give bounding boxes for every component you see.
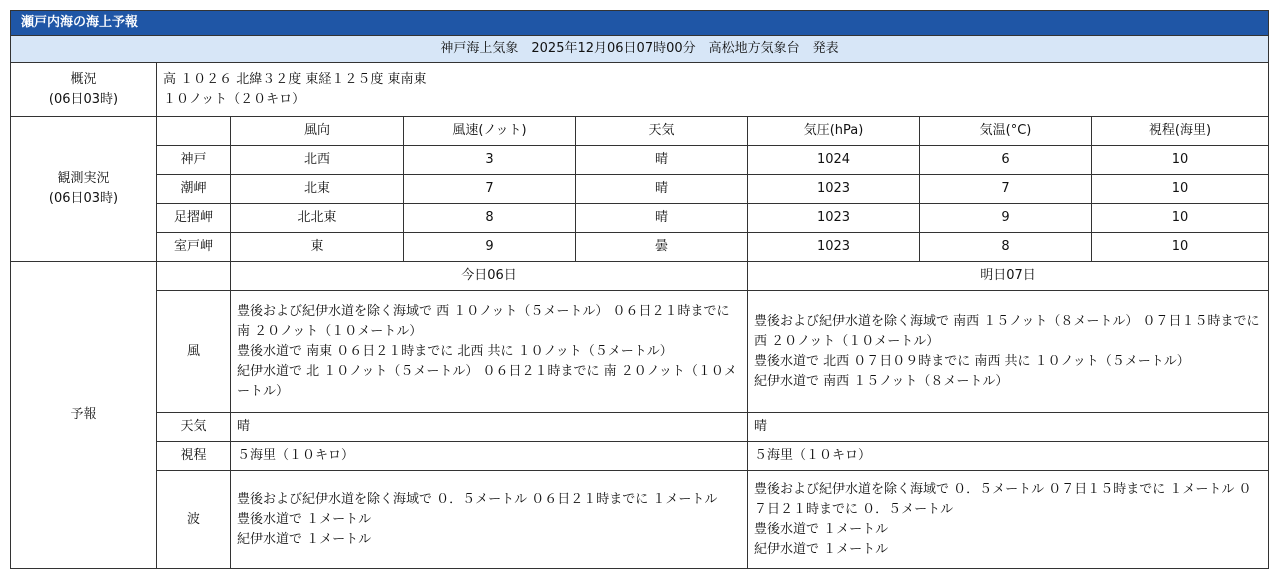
weather: 晴 bbox=[576, 146, 748, 175]
header-wind-direction: 風向 bbox=[231, 117, 404, 146]
visibility: 10 bbox=[1092, 146, 1269, 175]
tomorrow-wave-line: 豊後および紀伊水道を除く海域で ０．５メートル ０７日１５時までに １メートル ０７日２１時までに ０．５メートル bbox=[754, 481, 1252, 517]
forecast-today-header: 今日06日 bbox=[231, 262, 748, 291]
wave-row-label: 波 bbox=[157, 471, 231, 569]
wind-direction: 北北東 bbox=[231, 204, 404, 233]
forecast-header-blank bbox=[157, 262, 231, 291]
header-pressure: 気圧(hPa) bbox=[748, 117, 920, 146]
today-wind-line: 豊後および紀伊水道を除く海域で 西 １０ノット（５メートル） ０６日２１時までに 南 ２０ノット（１０メートル） bbox=[237, 303, 730, 339]
pressure: 1023 bbox=[748, 204, 920, 233]
wind-row-label: 風 bbox=[157, 291, 231, 413]
observations-label: 観測実況 bbox=[57, 171, 110, 186]
overview-time: (06日03時) bbox=[48, 91, 119, 107]
table-row bbox=[11, 146, 1269, 175]
forecast-table bbox=[10, 10, 1269, 569]
overview-label: 概況 bbox=[70, 71, 97, 87]
pressure: 1024 bbox=[748, 146, 920, 175]
observations-label-cell bbox=[11, 117, 157, 262]
overview-label-cell bbox=[11, 63, 157, 117]
today-wave-line: 豊後水道で １メートル bbox=[237, 511, 372, 527]
observations-time: (06日03時) bbox=[48, 191, 119, 206]
tomorrow-wind bbox=[748, 291, 1269, 413]
header-visibility: 視程(海里) bbox=[1092, 117, 1269, 146]
forecast-label: 予報 bbox=[11, 262, 157, 569]
header-wind-speed: 風速(ノット) bbox=[404, 117, 576, 146]
today-weather: 晴 bbox=[231, 413, 748, 442]
issue-info: 神戸海上気象 2025年12月06日07時00分 高松地方気象台 発表 bbox=[11, 36, 1269, 63]
marine-forecast bbox=[10, 10, 1268, 569]
tomorrow-wave bbox=[748, 471, 1269, 569]
tomorrow-wind-line: 豊後および紀伊水道を除く海域で 南西 １５ノット（８メートル） ０７日１５時までに 西 ２０ノット（１０メートル） bbox=[754, 313, 1260, 349]
visibility: 10 bbox=[1092, 204, 1269, 233]
wind-direction: 北西 bbox=[231, 146, 404, 175]
table-row bbox=[11, 204, 1269, 233]
tomorrow-weather: 晴 bbox=[748, 413, 1269, 442]
table-row bbox=[11, 175, 1269, 204]
weather: 曇 bbox=[576, 233, 748, 262]
today-visibility: ５海里（１０キロ） bbox=[231, 442, 748, 471]
table-row bbox=[11, 233, 1269, 262]
today-wind-line: 紀伊水道で 北 １０ノット（５メートル） ０６日２１時までに 南 ２０ノット（１０メートル） bbox=[237, 363, 737, 399]
temperature: 6 bbox=[920, 146, 1092, 175]
header-temperature: 気温(°C) bbox=[920, 117, 1092, 146]
today-wind-line: 豊後水道で 南東 ０６日２１時までに 北西 共に １０ノット（５メートル） bbox=[237, 343, 673, 359]
visibility-row-label: 視程 bbox=[157, 442, 231, 471]
tomorrow-wind-line: 豊後水道で 北西 ０７日０９時までに 南西 共に １０ノット（５メートル） bbox=[754, 353, 1190, 369]
station-name: 足摺岬 bbox=[157, 204, 231, 233]
weather-row-label: 天気 bbox=[157, 413, 231, 442]
pressure: 1023 bbox=[748, 175, 920, 204]
tomorrow-wind-line: 紀伊水道で 南西 １５ノット（８メートル） bbox=[754, 373, 1009, 389]
tomorrow-wave-line: 紀伊水道で １メートル bbox=[754, 541, 889, 557]
weather: 晴 bbox=[576, 175, 748, 204]
visibility: 10 bbox=[1092, 175, 1269, 204]
wind-speed: 8 bbox=[404, 204, 576, 233]
tomorrow-wave-line: 豊後水道で １メートル bbox=[754, 521, 889, 537]
forecast-tomorrow-header: 明日07日 bbox=[748, 262, 1269, 291]
visibility: 10 bbox=[1092, 233, 1269, 262]
wind-speed: 9 bbox=[404, 233, 576, 262]
station-name: 潮岬 bbox=[157, 175, 231, 204]
wind-direction: 北東 bbox=[231, 175, 404, 204]
overview-line: 高 １０２６ 北緯３２度 東経１２５度 東南東 bbox=[163, 71, 427, 87]
weather: 晴 bbox=[576, 204, 748, 233]
wind-speed: 7 bbox=[404, 175, 576, 204]
station-header-blank bbox=[157, 117, 231, 146]
header-weather: 天気 bbox=[576, 117, 748, 146]
today-wave-line: 紀伊水道で １メートル bbox=[237, 531, 372, 547]
station-name: 神戸 bbox=[157, 146, 231, 175]
page-title: 瀬戸内海の海上予報 bbox=[11, 11, 1269, 36]
station-name: 室戸岬 bbox=[157, 233, 231, 262]
tomorrow-visibility: ５海里（１０キロ） bbox=[748, 442, 1269, 471]
today-wave-line: 豊後および紀伊水道を除く海域で ０．５メートル ０６日２１時までに １メートル bbox=[237, 491, 718, 507]
temperature: 7 bbox=[920, 175, 1092, 204]
today-wind bbox=[231, 291, 748, 413]
wind-direction: 東 bbox=[231, 233, 404, 262]
pressure: 1023 bbox=[748, 233, 920, 262]
temperature: 8 bbox=[920, 233, 1092, 262]
overview-text bbox=[157, 63, 1269, 117]
overview-line: １０ノット（２０キロ） bbox=[163, 91, 306, 107]
temperature: 9 bbox=[920, 204, 1092, 233]
today-wave bbox=[231, 471, 748, 569]
wind-speed: 3 bbox=[404, 146, 576, 175]
